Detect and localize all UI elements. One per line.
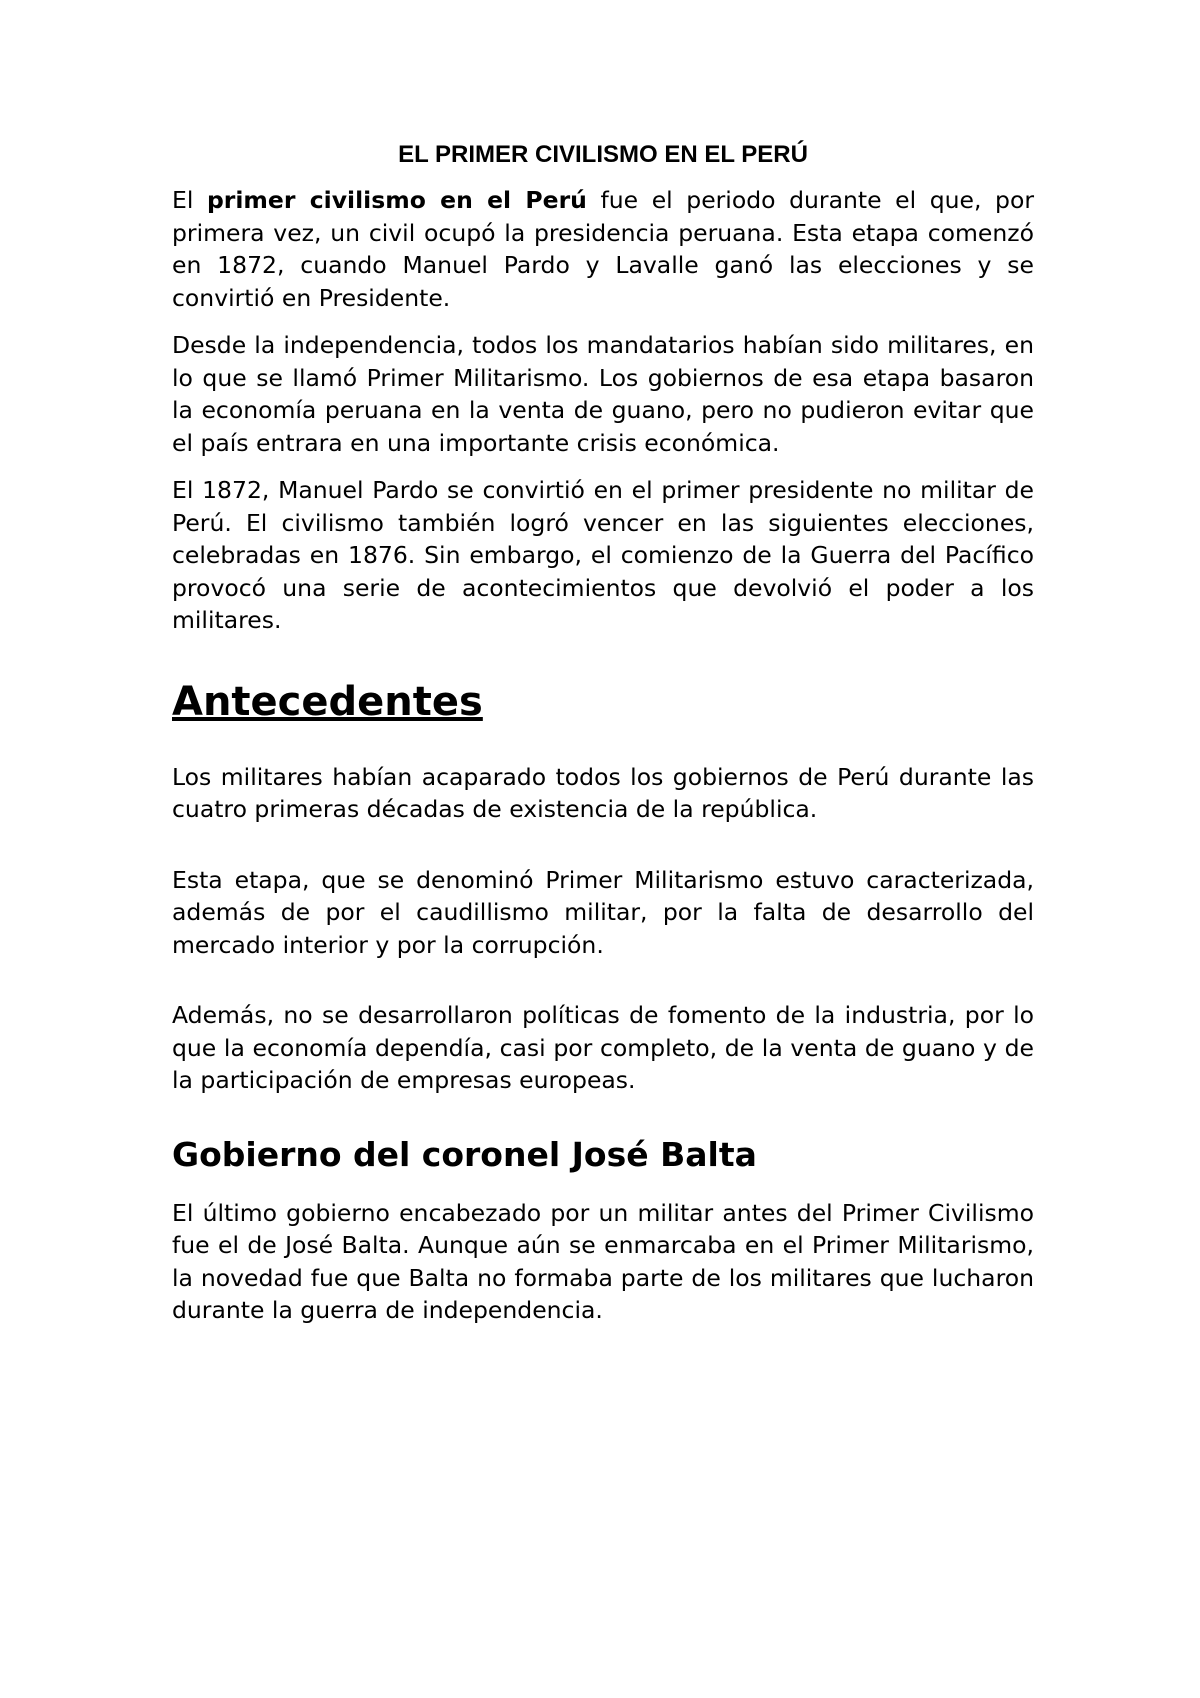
intro-paragraph-2: Desde la independencia, todos los mandatarios habían sido militares, en lo que se llamó Primer Militarismo. Los gobiernos de esa etapa basaron la economía peruana en la venta de guano, pero no pudieron evitar que el país entrara en una importante crisis económica. (172, 331, 1034, 457)
antecedentes-paragraph-1: Los militares habían acaparado todos los gobiernos de Perú durante las cuatro primeras décadas de existencia de la república. (172, 762, 1034, 823)
document-body (172, 140, 1034, 1327)
antecedentes-paragraph-2: Esta etapa, que se denominó Primer Militarismo estuvo caracterizada, además de por el caudillismo militar, por la falta de desarrollo del mercado interior y por la corrupción. (172, 865, 1034, 959)
antecedentes-heading: Antecedentes (172, 678, 483, 725)
document-title: EL PRIMER CIVILISMO EN EL PERÚ (398, 141, 808, 168)
balta-paragraph-1: El último gobierno encabezado por un militar antes del Primer Civilismo fue el de José Balta. Aunque aún se enmarcaba en el Primer Militarismo, la novedad fue que Balta no formaba parte de los militares que lucharon durante la guerra de independencia. (172, 1198, 1034, 1324)
antecedentes-paragraph-3: Además, no se desarrollaron políticas de fomento de la industria, por lo que la economía dependía, casi por completo, de la venta de guano y de la participación de empresas europeas. (172, 1001, 1034, 1094)
intro-lead: El (172, 186, 207, 214)
intro-bold-term: primer civilismo en el Perú (206, 186, 587, 214)
balta-heading: Gobierno del coronel José Balta (172, 1134, 757, 1174)
intro-paragraph-3: El 1872, Manuel Pardo se convirtió en el primer presidente no militar de Perú. El civilismo también logró vencer en las siguientes elecciones, celebradas en 1876. Sin embargo, el comienzo de la Guerra del Pacífico provocó una serie de acontecimientos que devolvió el poder a los militares. (172, 476, 1034, 634)
intro-rest: fue el periodo durante el que, por primera vez, un civil ocupó la presidencia peruana. Esta etapa comenzó en 1872, cuando Manuel Pardo y Lavalle ganó las elecciones y se convirtió en Presidente. (172, 186, 1034, 312)
intro-paragraph-1 (172, 184, 1034, 314)
